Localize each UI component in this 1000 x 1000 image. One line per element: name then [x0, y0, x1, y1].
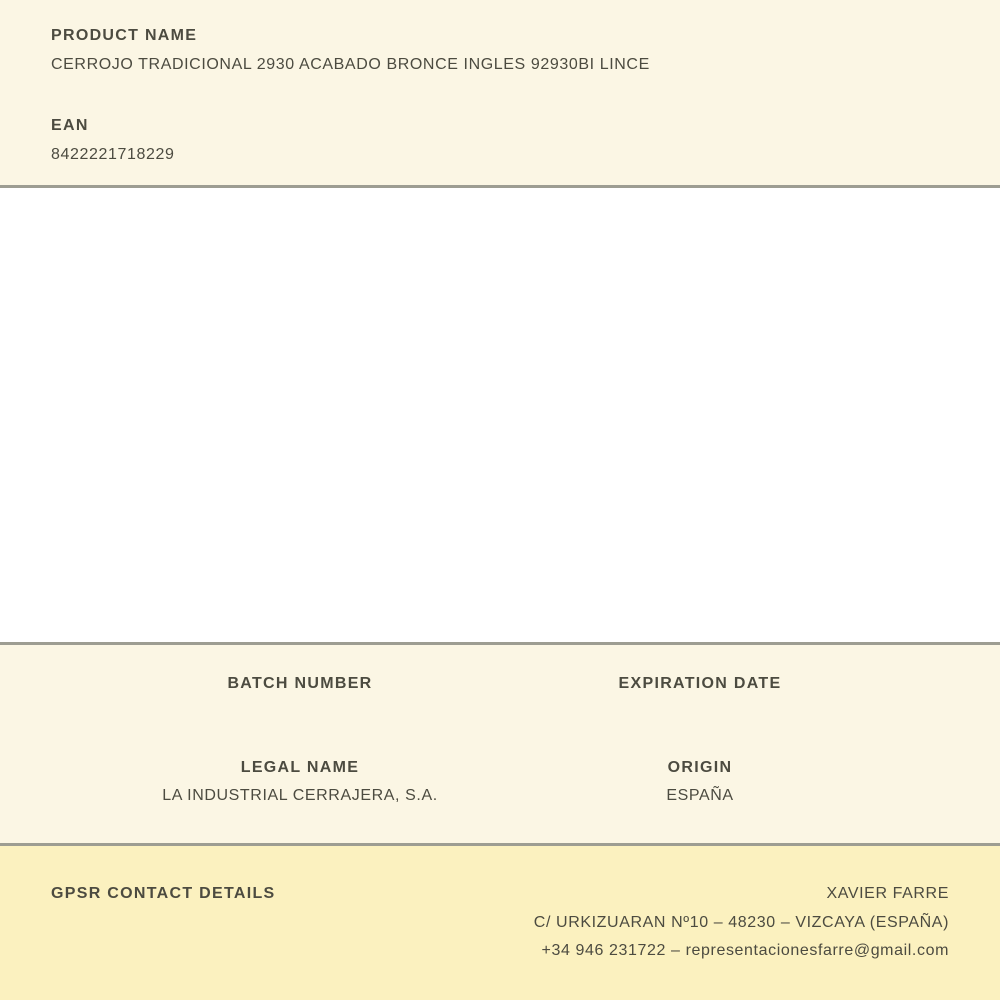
ean-value: 8422221718229 — [51, 146, 175, 163]
expiration-date-label: EXPIRATION DATE — [618, 675, 782, 692]
contact-phone-email: +34 946 231722 – representacionesfarre@gmail.com — [541, 942, 949, 959]
details-row-legal-origin — [100, 759, 900, 805]
product-info-section — [0, 0, 1000, 188]
details-row-batch-expiration — [100, 675, 900, 703]
origin-field — [500, 759, 900, 805]
origin-value: ESPAÑA — [666, 787, 734, 804]
product-name-label: PRODUCT NAME — [51, 27, 198, 44]
product-name-value: CERROJO TRADICIONAL 2930 ACABADO BRONCE INGLES 92930BI LINCE — [51, 56, 650, 73]
product-details-section — [0, 642, 1000, 846]
gpsr-contact-title: GPSR CONTACT DETAILS — [51, 885, 276, 902]
ean-label: EAN — [51, 117, 89, 134]
expiration-date-field — [500, 675, 900, 703]
origin-label: ORIGIN — [667, 759, 733, 776]
legal-name-label: LEGAL NAME — [240, 759, 360, 776]
batch-number-field — [100, 675, 500, 703]
legal-name-value: LA INDUSTRIAL CERRAJERA, S.A. — [162, 787, 438, 804]
contact-address: C/ URKIZUARAN Nº10 – 48230 – VIZCAYA (ESPAÑA) — [533, 913, 949, 931]
gpsr-contact-section — [0, 846, 1000, 1000]
contact-name: XAVIER FARRE — [826, 885, 949, 902]
gpsr-contact-details — [534, 880, 949, 966]
product-image-area — [0, 188, 1000, 642]
spacer — [51, 74, 949, 117]
batch-number-label: BATCH NUMBER — [227, 675, 373, 692]
legal-name-field — [100, 759, 500, 805]
